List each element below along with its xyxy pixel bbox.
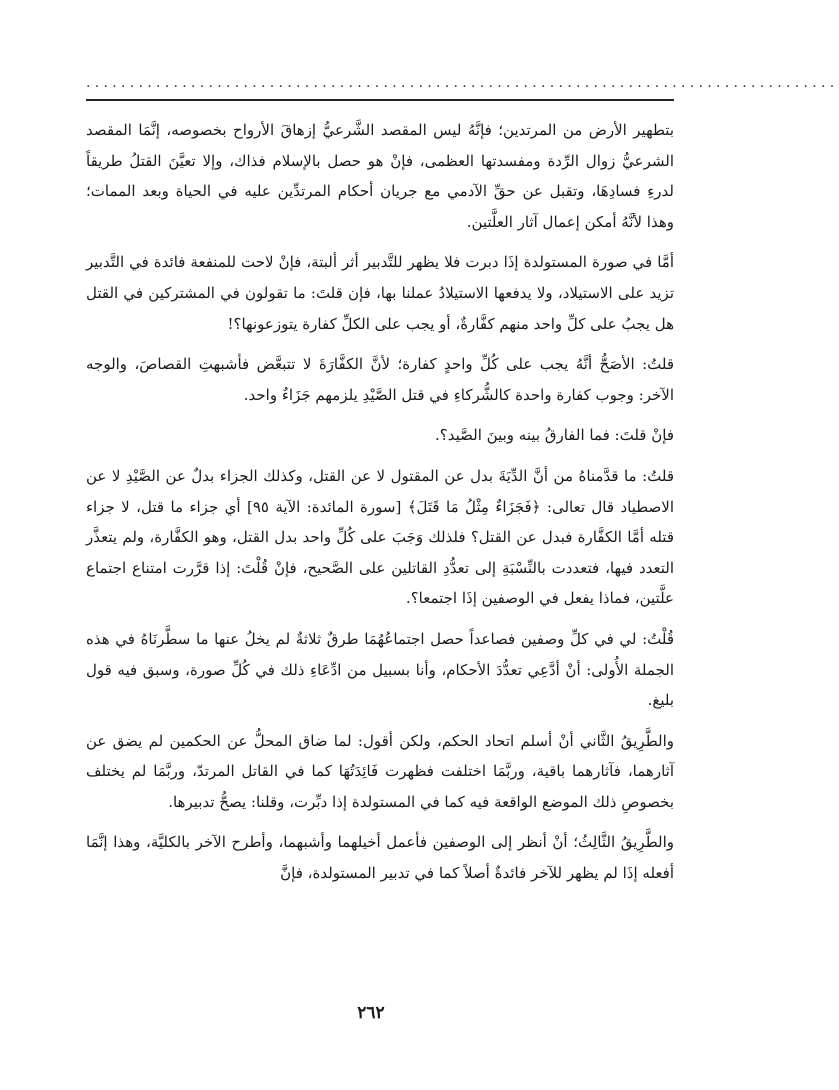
- paragraph-6: قُلْتُ: لي في كلِّ وصفين فصاعداً حصل اجتماعُهُمَا طرقٌ ثلاثةٌ لم يخلُ عنها ما سطَّرنَاهُ في هذه الجملة الأُولى: أنْ أدَّعِي تعدُّدَ الأحكام، وأنا بسبيل من ادِّعَاءِ ذلك في كُلِّ صورة، وسبق فيه قول بليغ.: [86, 629, 674, 710]
- page-number: ٢٦٢: [357, 1003, 385, 1023]
- paragraph-3: قلتُ: الأصَحُّ أنَّهُ يجب على كُلِّ واحدٍ كفارة؛ لأنَّ الكفَّارَةَ لا تتبعَّض فأشبهتِ القصاصَ، والوجه الآخر: وجوب كفارة واحدة كالشُّركاءِ في قتل الصَّيْدِ يلزمهم جَزَاءٌ واحد.: [86, 355, 674, 404]
- paragraph-1: بتطهير الأرض من المرتدين؛ فإنَّهُ ليس المقصد الشَّرعيُّ إزهاقَ الأرواح بخصوصه، إنَّمَا المقصد الشرعيُّ زوال الرِّدة ومفسدتها العظمى، فإنْ هو حصل بالإسلام فذاك، وإلا تعيَّنَ القتلُ طريقاً لدرءِ فسادِهَا، وتقبل عن حقِّ الآدمي مع جريان أحكام المرتدِّين عليه في الحياة وبعد الممات؛ وهذا لأنَّهُ أمكن إعمال آثار العلَّتين.: [86, 121, 674, 231]
- paragraph-4: فإنْ قلتَ: فما الفارقُ بينه وبينَ الصَّيد؟.: [435, 426, 674, 445]
- page-body-text: [86, 115, 674, 899]
- header-rule: [86, 99, 674, 101]
- paragraph-2: أمَّا في صورة المستولدة إذَا دبرت فلا يظهر للتَّدبير أثر ألبتة، فإنْ لاحت للمنفعة فائدة في التَّدبير تزيد على الاستيلاد، ولا يدفعها الاستيلادُ عملنا بها، فإن قلتَ: ما تقولون في المشتركين في القتل هل يجبُ على كلِّ واحد منهم كفَّارةٌ، أو يجب على الكلِّ كفارة يتوزعونها؟!: [86, 253, 674, 333]
- header-dotted-line: ......................................................................................: [86, 75, 839, 91]
- paragraph-8: والطَّرِيقُ الثَّالِثُ؛ أنْ أنظر إلى الوصفين فأعمل أخيلهما وأشبهما، وأطرح الآخر بالكليَّة، وهذا إنَّمَا أفعله إذَا لم يظهر للآخر فائدةٌ أصلاً كما في تدبير المستولدة، فإنَّ: [86, 833, 674, 883]
- paragraph-7: والطَّرِيقُ الثَّاني أنْ أسلم اتحاد الحكم، ولكن أقول: لما ضاق المحلُّ عن الحكمين لم يضق عن آثارهما، فآثارهما باقية، وربَّمَا اختلفت فظهرت فَائِدَتُهَا كما في القاتل المرتدّ، وربَّمَا لم يختلف بخصوصِ ذلك الموضع الواقعة فيه كما في المستولدة إذا دبِّرت، وقلنا: يصحُّ تدبيرها.: [86, 731, 674, 811]
- paragraph-5: قلتُ: ما قدَّمناهُ من أنَّ الدِّيَةَ بدل عن المقتول لا عن القتل، وكذلك الجزاء بدلٌ عن الصَّيْدِ لا عن الاصطياد قال تعالى: ﴿فَجَزَاءٌ مِثْلُ مَا قَتَلَ﴾ [سورة المائدة: الآية ٩٥] أي جزاء ما قتل، لا جزاء قتله أمَّا الكفَّارة فبدل عن القتل؟ فلذلك وَجَبَ على كُلِّ واحد بدل القتل، وهو الكفَّارة، ولم يتعذَّر التعدد فيها، فتعددت بالنِّسْبَةِ إلى تعدُّدِ القاتلين على الصَّحيح، فإنْ قُلْتَ: إذا قرَّرت امتناع اجتماع علَّتين، فماذا يفعل في الوصفين إذَا اجتمعا؟.: [86, 466, 674, 608]
